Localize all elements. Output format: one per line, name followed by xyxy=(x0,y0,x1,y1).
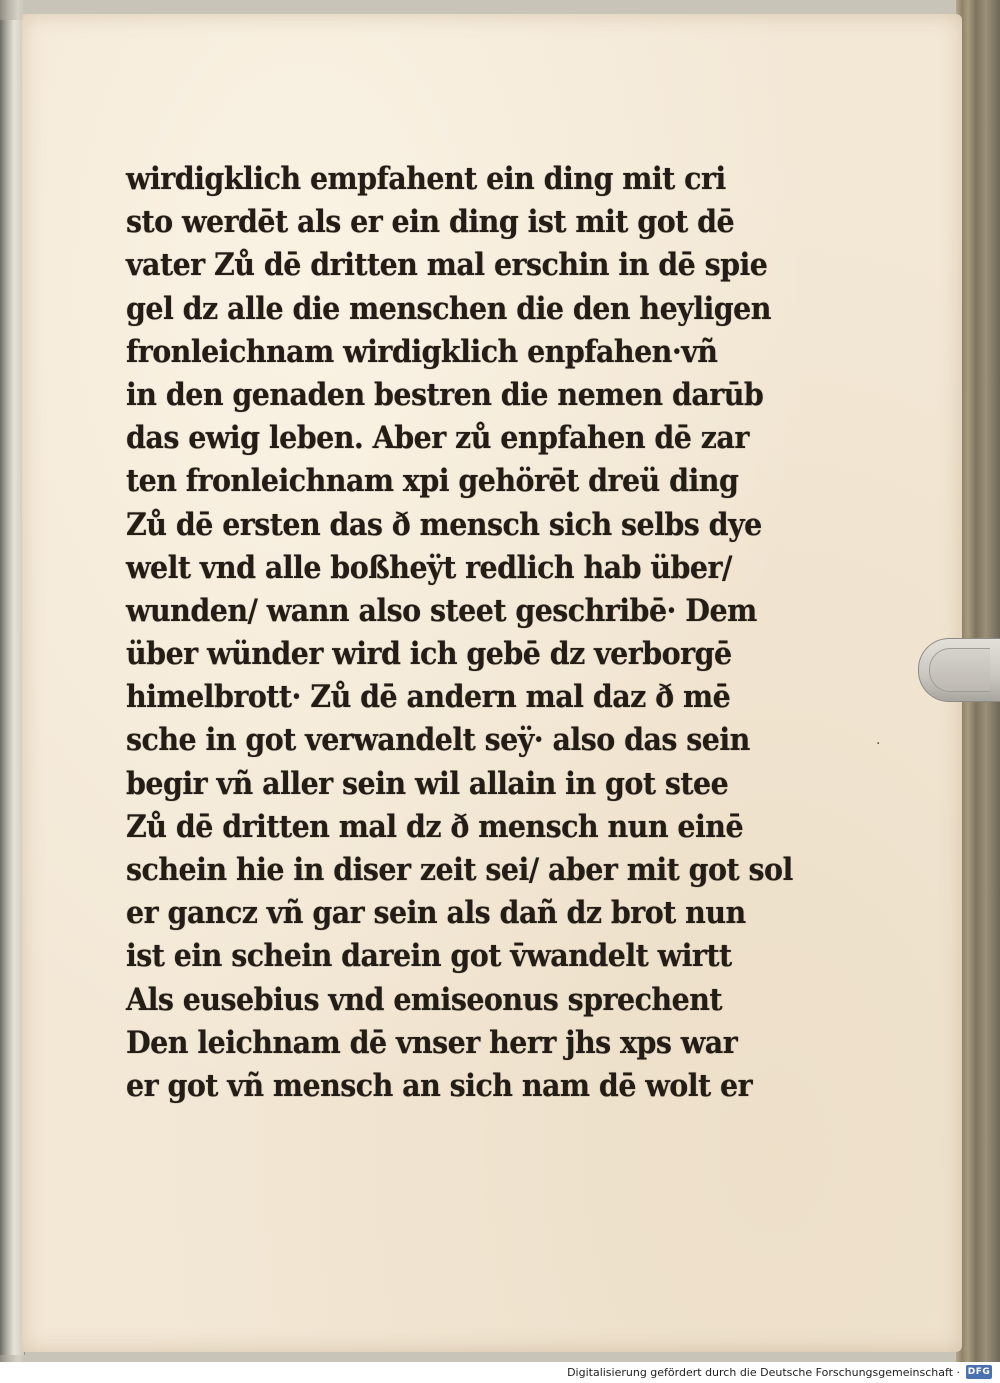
text-line: begir vñ aller sein wil allain in got stee xyxy=(126,765,729,802)
text-line: er gancz vñ gar sein als dañ dz brot nun xyxy=(126,895,746,932)
text-block xyxy=(126,158,793,1108)
ink-speck: · xyxy=(876,736,881,752)
text-line: das ewig leben. Aber zů enpfahen dē zar xyxy=(126,420,749,457)
text-line: Den leichnam dē vnser herr jhs xps war xyxy=(126,1024,738,1061)
text-line: über wünder wird ich gebē dz verborgē xyxy=(126,636,732,673)
text-line: welt vnd alle boßheÿt redlich hab über/ xyxy=(126,549,732,586)
text-line: gel dz alle die menschen die den heyligen xyxy=(126,290,771,327)
page-clip xyxy=(918,638,1000,702)
text-line: fronleichnam wirdigklich enpfahen·vñ xyxy=(126,333,718,370)
page-clip-inner xyxy=(929,648,990,692)
text-line: sto werdēt als er ein ding ist mit got dē xyxy=(126,204,735,241)
text-line: ist ein schein darein got v̄wandelt wirtt xyxy=(126,938,732,975)
text-line: sche in got verwandelt seÿ· also das sein xyxy=(126,722,750,759)
text-line: in den genaden bestren die nemen darūb xyxy=(126,376,764,413)
text-line: Als eusebius vnd emiseonus sprechent xyxy=(126,981,723,1018)
text-line: wunden/ wann also steet geschribē· Dem xyxy=(126,592,757,629)
text-line: himelbrott· Zů dē andern mal daz ð mē xyxy=(126,679,731,716)
text-line: wirdigklich empfahent ein ding mit cri xyxy=(126,161,726,197)
text-line: schein hie in diser zeit sei/ aber mit got sol xyxy=(126,852,793,888)
text-line: ten fronleichnam xpi gehörēt dreü ding xyxy=(126,463,739,500)
text-line: Zů dē dritten mal dz ð mensch nun einē xyxy=(126,808,744,845)
footer-credit: Digitalisierung gefördert durch die Deutsche Forschungsgemeinschaft · xyxy=(567,1366,960,1379)
text-line: vater Zů dē dritten mal erschin in dē spie xyxy=(126,247,768,284)
footer-strip xyxy=(0,1362,1000,1383)
dfg-logo-icon: DFG xyxy=(967,1367,991,1377)
text-line: er got vñ mensch an sich nam dē wolt er xyxy=(126,1067,753,1104)
text-line: Zů dē ersten das ð mensch sich selbs dye xyxy=(126,506,762,543)
